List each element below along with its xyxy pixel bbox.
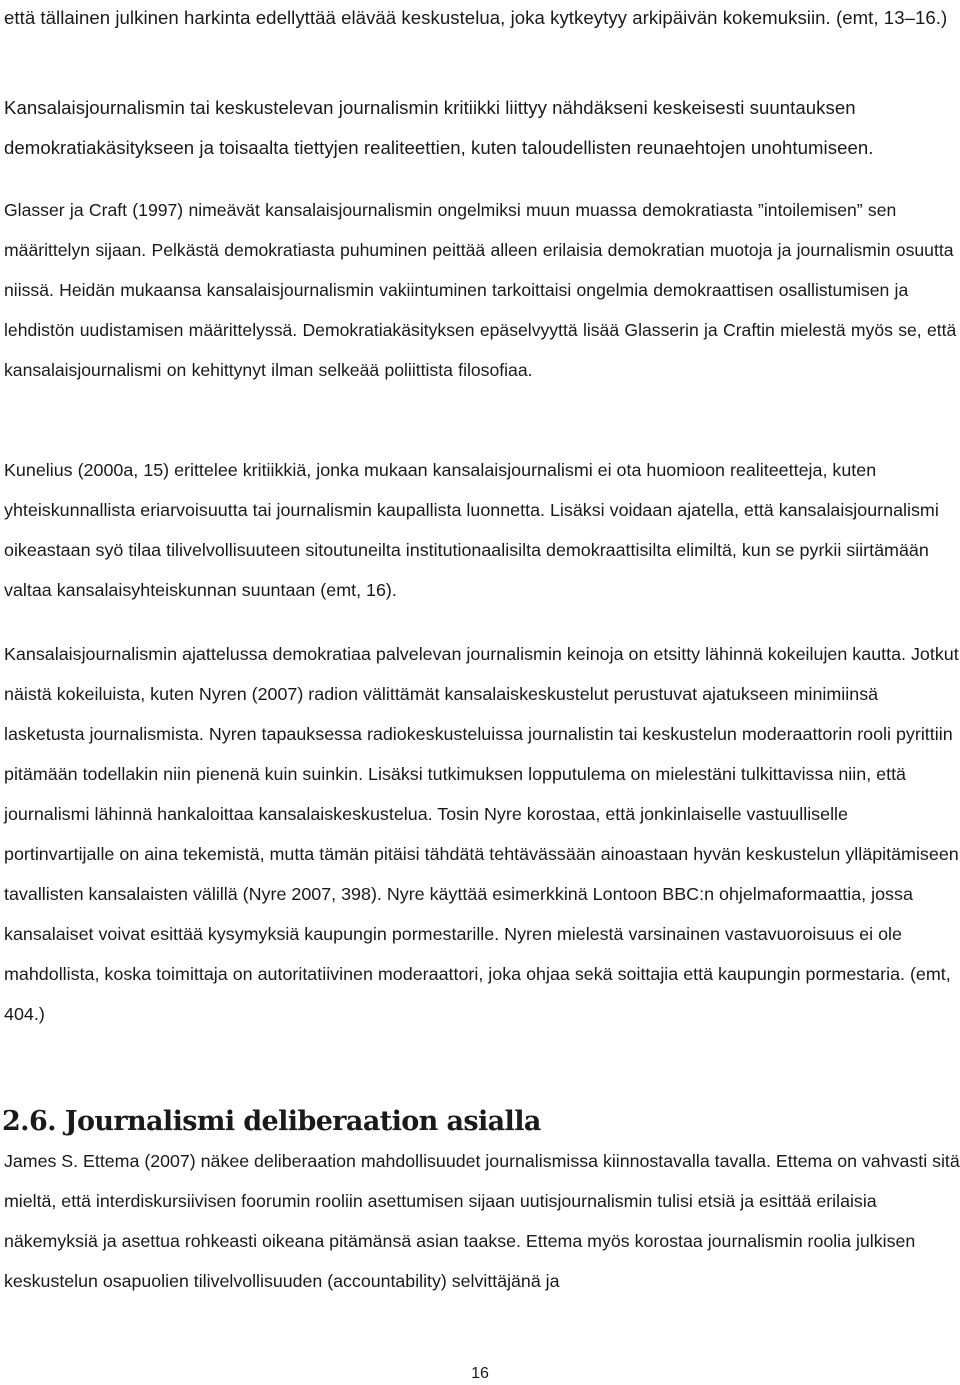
section-heading: 2.6. Journalismi deliberaation asialla bbox=[2, 1106, 541, 1137]
paragraph-glasser-craft: Glasser ja Craft (1997) nimeävät kansalaisjournalismin ongelmiksi muun muassa demokratiasta ”intoilemisen” sen määrittelyn sijaan. Pelkästä demokratiasta puhuminen peittää alleen erilaisia demokratian muotoja ja journalismin osuutta niissä. Heidän mukaansa kansalaisjournalismin vakiintuminen tarkoittaisi ongelmia demokraattisen osallistumisen ja lehdistön uudistamisen määrittelyssä. Demokratiakäsityksen epäselvyyttä lisää Glasserin ja Craftin mielestä myös se, että kansalaisjournalismi on kehittynyt ilman selkeää poliittista filosofiaa. bbox=[4, 200, 957, 380]
paragraph-public-deliberation: että tällainen julkinen harkinta edellyttää elävää keskustelua, joka kytkeytyy arkipäivän kokemuksiin. (emt, 13–16.) bbox=[4, 7, 948, 28]
paragraph-kunelius: Kunelius (2000a, 15) erittelee kritiikkiä, jonka mukaan kansalaisjournalismi ei ota huomioon realiteetteja, kuten yhteiskunnallista eriarvoisuutta tai journalismin kaupallista luonnetta. Lisäksi voidaan ajatella, että kansalaisjournalismi oikeastaan syö tilaa tilivelvollisuuteen sitoutuneilta institutionaalisilta demokraattisilta elimiltä, kun se pyrkii siirtämään valtaa kansalaisyhteiskunnan suuntaan (emt, 16). bbox=[4, 460, 939, 600]
page-number: 16 bbox=[471, 1365, 489, 1382]
paragraph-ettema: James S. Ettema (2007) näkee deliberaation mahdollisuudet journalismissa kiinnostavalla tavalla. Ettema on vahvasti sitä mieltä, että interdiskursiivisen foorumin rooliin asettumisen sijaan uutisjournalismin tulisi etsiä ja esittää erilaisia näkemyksiä ja asettua rohkeasti oikeana pitämänsä asian taakse. Ettema myös korostaa journalismin roolia julkisen keskustelun osapuolien tilivelvollisuuden (accountability) selvittäjänä ja bbox=[4, 1151, 960, 1291]
paragraph-nyre: Kansalaisjournalismin ajattelussa demokratiaa palvelevan journalismin keinoja on etsitty lähinnä kokeilujen kautta. Jotkut näistä kokeiluista, kuten Nyren (2007) radion välittämät kansalaiskeskustelut perustuvat ajatukseen minimiinsä lasketusta journalismista. Nyren tapauksessa radiokeskusteluissa journalistin tai keskustelun moderaattorin rooli pyrittiin pitämään todellakin niin pienenä kuin suinkin. Lisäksi tutkimuksen lopputulema on mielestäni tulkittavissa niin, että journalismi lähinnä hankaloittaa kansalaiskeskustelua. Tosin Nyre korostaa, että jonkinlaiselle vastuulliselle portinvartijalle on aina tekemistä, mutta tämän pitäisi tähdätä tehtävässään ainoastaan hyvän keskustelun ylläpitämiseen tavallisten kansalaisten välillä (Nyre 2007, 398). Nyre käyttää esimerkkinä Lontoon BBC:n ohjelmaformaattia, jossa kansalaiset voivat esittää kysymyksiä kaupungin pormestarille. Nyren mielestä varsinainen vastavuoroisuus ei ole mahdollista, koska toimittaja on autoritatiivinen moderaattori, joka ohjaa sekä soittajia että kaupungin pormestaria. (emt, 404.) bbox=[4, 644, 959, 1024]
paragraph-critique-intro: Kansalaisjournalismin tai keskustelevan journalismin kritiikki liittyy nähdäkseni keskeisesti suuntauksen demokratiakäsitykseen ja toisaalta tiettyjen realiteettien, kuten taloudellisten reunaehtojen unohtumiseen. bbox=[4, 97, 874, 158]
